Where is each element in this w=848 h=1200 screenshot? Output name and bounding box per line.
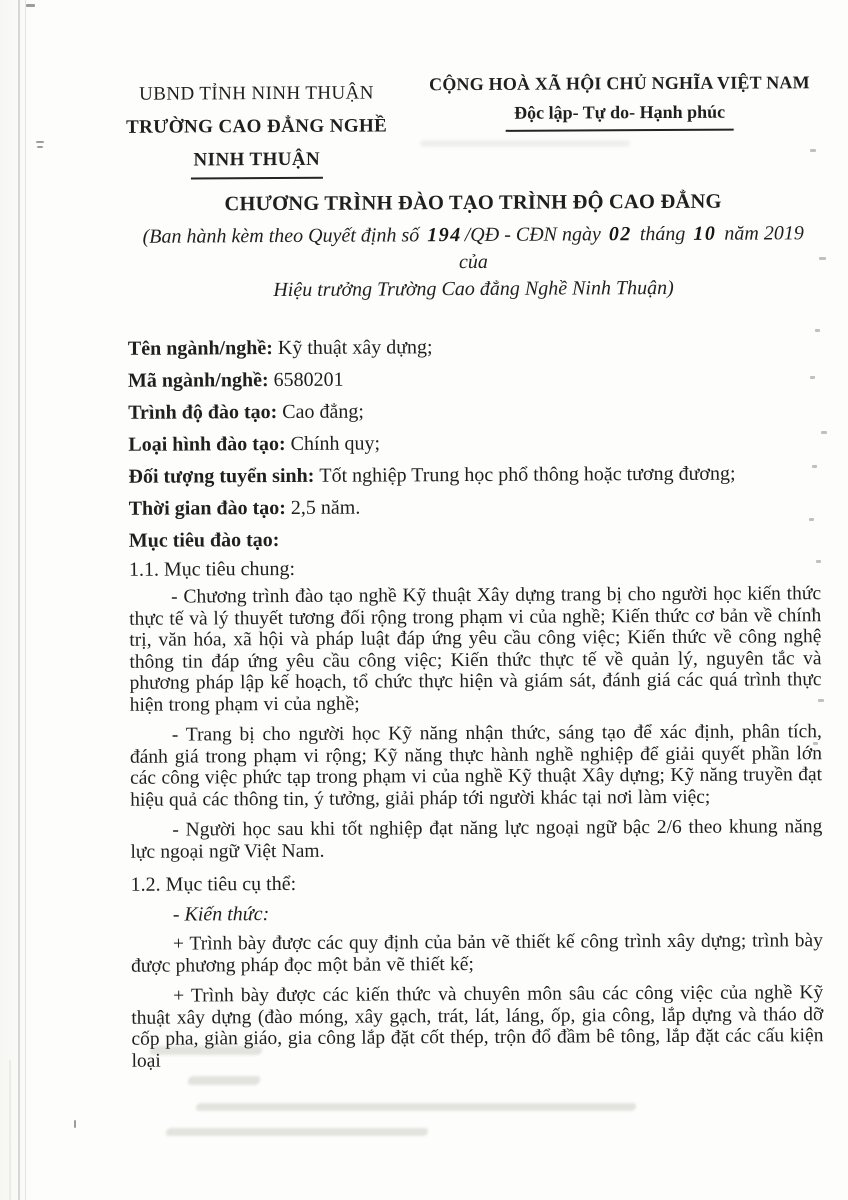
scan-speck xyxy=(26,4,35,7)
subtitle-text: năm 2019 của xyxy=(458,222,814,274)
paragraph-knowledge-1: + Trình bày được các quy định của bản vẽ thiết kế công trình xây dựng; trình bày được phương pháp đọc một bản vẽ thiết kế; xyxy=(130,930,823,977)
decision-month-handwritten: 10 xyxy=(693,222,717,245)
field-label: Tên ngành/nghề: xyxy=(127,337,273,360)
subtitle-text: /QĐ - CĐN ngày xyxy=(464,223,606,247)
field-loai-hinh-dao-tao xyxy=(128,425,820,461)
decision-number-handwritten: 194 xyxy=(427,224,462,247)
document-subtitle xyxy=(127,220,819,305)
field-label: Đối tượng tuyển sinh: xyxy=(128,464,315,488)
field-value: Cao đẳng; xyxy=(282,400,364,423)
field-doi-tuong-tuyen-sinh xyxy=(128,457,820,493)
subtitle-line2: Hiệu trưởng Trường Cao đẳng Nghề Ninh Thuận) xyxy=(273,276,674,302)
scan-speck xyxy=(37,146,43,148)
scan-speck xyxy=(36,141,44,143)
field-value: 2,5 năm. xyxy=(290,496,361,519)
bleedthrough-smudge xyxy=(165,1128,429,1136)
paragraph-knowledge-2: + Trình bày được các kiến thức và chuyên môn sâu các công việc của nghề Kỹ thuật xây dựng (đào móng, xây gạch, trát, lát, láng, ốp, gia công, lắp dựng và tháo dỡ cốp pha, giàn giáo, gia công lắp đặt cốt thép, trộn đổ đầm bê tông, lắp đặt các cấu kiện loại xyxy=(131,982,824,1072)
section-1-1-heading: 1.1. Mục tiêu chung: xyxy=(128,557,296,581)
document-title: CHƯƠNG TRÌNH ĐÀO TẠO TRÌNH ĐỘ CAO ĐẲNG xyxy=(224,190,722,216)
scan-edge-artifact xyxy=(18,0,20,1200)
field-value: Tốt nghiệp Trung học phổ thông hoặc tương đương; xyxy=(319,462,736,487)
program-fields xyxy=(128,329,821,557)
scan-edge-artifact xyxy=(25,0,26,1200)
issuing-authority-block xyxy=(110,70,403,180)
objectives-heading-label: Mục tiêu đào tạo: xyxy=(128,529,280,552)
paragraph-general-objective-2: - Trang bị cho người học Kỹ năng nhận thức, sáng tạo để xác định, phân tích, đánh giá trong phạm vi rộng; Kỹ năng thực hành nghề nghiệp để giải quyết phần lớn các công việc phức tạp trong phạm vi của nghề Kỹ thuật Xây dựng; Kỹ năng truyền đạt hiệu quả các thông tin, ý tưởng, giải pháp tới người khác tại nơi làm việc; xyxy=(129,721,823,811)
school-location-wrap xyxy=(111,142,403,180)
field-value: Kỹ thuật xây dựng; xyxy=(277,336,433,360)
field-trinh-do-dao-tao xyxy=(128,393,820,429)
knowledge-subheading: - Kiến thức: xyxy=(172,903,270,926)
field-label: Trình độ đào tạo: xyxy=(128,401,278,424)
paragraph-general-objective-3: - Người học sau khi tốt nghiệp đạt năng lực ngoại ngữ bậc 2/6 theo khung năng lực ngoại ngữ Việt Nam. xyxy=(130,816,823,863)
subtitle-text: tháng xyxy=(634,222,691,246)
decision-day-handwritten: 02 xyxy=(608,223,632,246)
section-1-2-heading: 1.2. Mục tiêu cụ thể: xyxy=(130,872,297,896)
field-label: Mã ngành/nghề: xyxy=(127,369,269,392)
field-label: Thời gian đào tạo: xyxy=(128,496,286,520)
national-header-block xyxy=(418,68,821,178)
field-value: 6580201 xyxy=(273,368,344,392)
school-name: TRƯỜNG CAO ĐẲNG NGHỀ xyxy=(126,115,388,138)
document-content xyxy=(126,0,824,1072)
scan-speck xyxy=(819,257,826,260)
school-location: NINH THUẬN xyxy=(190,143,323,180)
bleedthrough-smudge xyxy=(195,1103,637,1111)
field-ten-nganh-nghe xyxy=(128,329,820,365)
field-thoi-gian-dao-tao xyxy=(129,489,821,525)
scan-speck xyxy=(821,431,827,434)
field-label: Loại hình đào tạo: xyxy=(128,432,286,456)
field-value: Chính quy; xyxy=(290,432,381,455)
paragraph-general-objective-1: - Chương trình đào tạo nghề Kỹ thuật Xây dựng trang bị cho người học kiến thức thực tế và lý thuyết tương đối rộng trong phạm vi của nghề; Kiến thức cơ bản về chính trị, văn hóa, xã hội và pháp luật đáp ứng yêu cầu công việc; Kiến thức về công nghệ thông tin đáp ứng yêu cầu công việc; Kiến thức thực tế về quản lý, nguyên tắc và phương pháp lập kế hoạch, tổ chức thực hiện và giám sát, đánh giá các quá trình thực hiện trong phạm vi của nghề; xyxy=(129,583,822,716)
bleedthrough-smudge xyxy=(187,1076,261,1085)
scan-speck xyxy=(74,1120,76,1128)
national-motto: Độc lập- Tự do- Hạnh phúc xyxy=(506,98,733,132)
scan-edge-artifact xyxy=(9,1060,11,1200)
national-motto-wrap xyxy=(419,97,821,132)
field-ma-nganh-nghe xyxy=(128,361,820,397)
document-header xyxy=(110,0,821,180)
issuing-authority: UBND TỈNH NINH THUẬN xyxy=(139,82,374,105)
objectives-heading xyxy=(129,521,821,557)
subtitle-text: (Ban hành kèm theo Quyết định số xyxy=(142,224,425,248)
national-title: CỘNG HOÀ XÃ HỘI CHỦ NGHĨA VIỆT NAM xyxy=(429,72,810,95)
